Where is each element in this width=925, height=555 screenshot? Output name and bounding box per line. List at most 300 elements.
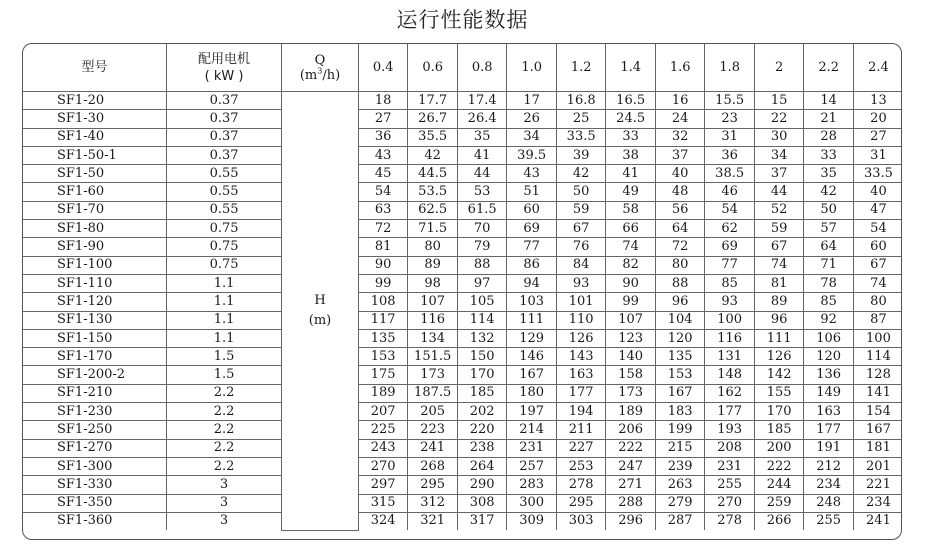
head-value-cell: 31: [705, 128, 755, 146]
head-value-cell: 27: [853, 128, 902, 146]
head-value-cell: 79: [457, 238, 507, 256]
head-value-cell: 208: [705, 439, 755, 457]
motor-power-cell: 0.75: [166, 256, 281, 274]
head-value-cell: 309: [507, 512, 557, 530]
head-value-cell: 103: [507, 293, 557, 311]
head-value-cell: 257: [507, 457, 557, 475]
motor-power-cell: 3: [166, 476, 281, 494]
head-value-cell: 80: [408, 238, 458, 256]
motor-power-cell: 0.75: [166, 238, 281, 256]
header-flow-value: 2: [754, 44, 804, 92]
table-row: [23, 476, 902, 494]
head-value-cell: 263: [655, 476, 705, 494]
motor-power-cell: 0.37: [166, 92, 281, 110]
head-value-cell: 167: [655, 384, 705, 402]
table-row: [23, 494, 902, 512]
head-value-cell: 211: [556, 421, 606, 439]
head-value-cell: 44.5: [408, 165, 458, 183]
head-value-cell: 153: [655, 366, 705, 384]
head-value-cell: 120: [655, 329, 705, 347]
performance-table: [23, 44, 902, 531]
head-value-cell: 128: [853, 366, 902, 384]
head-value-cell: 297: [358, 476, 408, 494]
head-value-cell: 77: [705, 256, 755, 274]
head-value-cell: 100: [853, 329, 902, 347]
head-value-cell: 180: [507, 384, 557, 402]
head-value-cell: 15.5: [705, 92, 755, 110]
head-value-cell: 60: [507, 201, 557, 219]
head-value-cell: 61.5: [457, 201, 507, 219]
head-value-cell: 90: [358, 256, 408, 274]
head-value-cell: 37: [754, 165, 804, 183]
head-value-cell: 40: [853, 183, 902, 201]
head-value-cell: 315: [358, 494, 408, 512]
head-value-cell: 110: [556, 311, 606, 329]
head-value-cell: 93: [705, 293, 755, 311]
head-value-cell: 49: [606, 183, 656, 201]
head-value-cell: 42: [556, 165, 606, 183]
head-value-cell: 36: [705, 146, 755, 164]
head-value-cell: 71: [804, 256, 854, 274]
head-value-cell: 290: [457, 476, 507, 494]
head-value-cell: 57: [804, 220, 854, 238]
head-value-cell: 53: [457, 183, 507, 201]
table-row: [23, 92, 902, 110]
head-value-cell: 42: [804, 183, 854, 201]
head-value-cell: 54: [853, 220, 902, 238]
head-value-cell: 37: [655, 146, 705, 164]
table-row: [23, 348, 902, 366]
head-value-cell: 59: [754, 220, 804, 238]
head-value-cell: 167: [507, 366, 557, 384]
head-value-cell: 28: [804, 128, 854, 146]
head-value-cell: 288: [606, 494, 656, 512]
head-value-cell: 26.7: [408, 110, 458, 128]
head-value-cell: 82: [606, 256, 656, 274]
header-flow-value: 1.0: [507, 44, 557, 92]
motor-power-cell: 2.2: [166, 403, 281, 421]
head-value-cell: 175: [358, 366, 408, 384]
head-value-cell: 163: [556, 366, 606, 384]
table-row: [23, 220, 902, 238]
table-row: [23, 110, 902, 128]
head-value-cell: 93: [556, 274, 606, 292]
table-row: [23, 457, 902, 475]
head-value-cell: 126: [754, 348, 804, 366]
head-value-cell: 80: [853, 293, 902, 311]
model-cell: SF1-230: [23, 403, 166, 421]
head-value-cell: 97: [457, 274, 507, 292]
head-value-cell: 35: [457, 128, 507, 146]
head-value-cell: 21: [804, 110, 854, 128]
motor-power-cell: 2.2: [166, 439, 281, 457]
table-row: [23, 421, 902, 439]
head-value-cell: 271: [606, 476, 656, 494]
head-value-cell: 107: [408, 293, 458, 311]
head-value-cell: 53.5: [408, 183, 458, 201]
head-value-cell: 231: [705, 457, 755, 475]
head-value-cell: 177: [705, 403, 755, 421]
head-value-cell: 67: [754, 238, 804, 256]
table-row: [23, 238, 902, 256]
model-cell: SF1-80: [23, 220, 166, 238]
model-cell: SF1-90: [23, 238, 166, 256]
head-value-cell: 26.4: [457, 110, 507, 128]
head-value-cell: 136: [804, 366, 854, 384]
header-motor-power-label: 配用电机: [198, 51, 251, 67]
header-flow-value: 1.2: [556, 44, 606, 92]
head-value-cell: 76: [556, 238, 606, 256]
head-value-cell: 300: [507, 494, 557, 512]
head-value-cell: 185: [457, 384, 507, 402]
head-value-cell: 283: [507, 476, 557, 494]
head-value-cell: 181: [853, 439, 902, 457]
head-value-cell: 16.8: [556, 92, 606, 110]
head-value-cell: 54: [705, 201, 755, 219]
motor-power-cell: 1.1: [166, 329, 281, 347]
head-value-cell: 92: [804, 311, 854, 329]
head-value-cell: 220: [457, 421, 507, 439]
head-value-cell: 239: [655, 457, 705, 475]
head-value-cell: 34: [507, 128, 557, 146]
table-row: [23, 512, 902, 530]
head-value-cell: 238: [457, 439, 507, 457]
header-flow-value: 2.2: [804, 44, 854, 92]
head-value-cell: 243: [358, 439, 408, 457]
head-value-cell: 151.5: [408, 348, 458, 366]
head-value-cell: 143: [556, 348, 606, 366]
header-flow-unit: [282, 68, 358, 83]
head-value-cell: 111: [507, 311, 557, 329]
head-value-cell: 146: [507, 348, 557, 366]
head-value-cell: 44: [754, 183, 804, 201]
head-value-cell: 50: [556, 183, 606, 201]
head-value-cell: 86: [507, 256, 557, 274]
head-value-cell: 177: [804, 421, 854, 439]
flow-unit-base: (m: [299, 67, 318, 83]
head-value-cell: 98: [408, 274, 458, 292]
head-value-cell: 50: [804, 201, 854, 219]
head-value-cell: 234: [804, 476, 854, 494]
head-value-cell: 241: [853, 512, 902, 530]
table-row: [23, 165, 902, 183]
head-value-cell: 189: [606, 403, 656, 421]
head-value-cell: 295: [408, 476, 458, 494]
head-value-cell: 135: [358, 329, 408, 347]
motor-power-cell: 2.2: [166, 457, 281, 475]
head-value-cell: 41: [606, 165, 656, 183]
model-cell: SF1-30: [23, 110, 166, 128]
table-row: [23, 403, 902, 421]
head-value-cell: 199: [655, 421, 705, 439]
head-value-cell: 259: [754, 494, 804, 512]
motor-power-cell: 0.37: [166, 146, 281, 164]
head-value-cell: 71.5: [408, 220, 458, 238]
motor-power-cell: 2.2: [166, 384, 281, 402]
head-value-cell: 17: [507, 92, 557, 110]
head-value-cell: 24.5: [606, 110, 656, 128]
head-value-cell: 24: [655, 110, 705, 128]
head-value-cell: 197: [507, 403, 557, 421]
head-value-cell: 123: [606, 329, 656, 347]
model-cell: SF1-150: [23, 329, 166, 347]
model-cell: SF1-130: [23, 311, 166, 329]
head-value-cell: 321: [408, 512, 458, 530]
head-value-cell: 214: [507, 421, 557, 439]
head-value-cell: 38: [606, 146, 656, 164]
motor-power-cell: 0.55: [166, 183, 281, 201]
head-value-cell: 85: [705, 274, 755, 292]
head-value-cell: 44: [457, 165, 507, 183]
motor-power-cell: 0.55: [166, 201, 281, 219]
head-value-cell: 253: [556, 457, 606, 475]
head-value-cell: 114: [457, 311, 507, 329]
model-cell: SF1-250: [23, 421, 166, 439]
head-value-cell: 264: [457, 457, 507, 475]
motor-power-cell: 0.37: [166, 128, 281, 146]
head-value-cell: 222: [606, 439, 656, 457]
header-flow-value: 1.8: [705, 44, 755, 92]
head-value-cell: 287: [655, 512, 705, 530]
model-cell: SF1-210: [23, 384, 166, 402]
table-row: [23, 274, 902, 292]
head-value-cell: 96: [754, 311, 804, 329]
head-value-cell: 189: [358, 384, 408, 402]
head-value-cell: 154: [853, 403, 902, 421]
head-value-cell: 255: [705, 476, 755, 494]
head-value-cell: 13: [853, 92, 902, 110]
head-value-cell: 206: [606, 421, 656, 439]
header-flow-value: 1.4: [606, 44, 656, 92]
head-value-cell: 74: [754, 256, 804, 274]
head-value-cell: 279: [655, 494, 705, 512]
model-cell: SF1-110: [23, 274, 166, 292]
table-row: [23, 293, 902, 311]
head-value-cell: 43: [507, 165, 557, 183]
head-value-cell: 116: [705, 329, 755, 347]
performance-table-frame: [22, 43, 902, 540]
model-cell: SF1-20: [23, 92, 166, 110]
head-value-cell: 241: [408, 439, 458, 457]
head-value-cell: 193: [705, 421, 755, 439]
head-value-cell: 312: [408, 494, 458, 512]
head-value-cell: 231: [507, 439, 557, 457]
head-value-cell: 72: [358, 220, 408, 238]
head-symbol: H: [314, 292, 326, 308]
head-value-cell: 140: [606, 348, 656, 366]
head-value-cell: 90: [606, 274, 656, 292]
head-value-cell: 23: [705, 110, 755, 128]
head-value-cell: 141: [853, 384, 902, 402]
head-value-cell: 149: [804, 384, 854, 402]
table-row: [23, 329, 902, 347]
head-value-cell: 33: [606, 128, 656, 146]
motor-power-cell: 3: [166, 512, 281, 530]
head-value-cell: 132: [457, 329, 507, 347]
head-value-cell: 56: [655, 201, 705, 219]
head-value-cell: 64: [804, 238, 854, 256]
head-value-cell: 39: [556, 146, 606, 164]
head-value-cell: 15: [754, 92, 804, 110]
head-value-cell: 101: [556, 293, 606, 311]
table-row: [23, 201, 902, 219]
head-value-cell: 45: [358, 165, 408, 183]
flow-unit-exponent: 3: [317, 66, 323, 76]
head-value-cell: 36: [358, 128, 408, 146]
page-title: 运行性能数据: [396, 8, 529, 32]
head-value-cell: 255: [804, 512, 854, 530]
head-value-cell: 77: [507, 238, 557, 256]
motor-power-cell: 1.1: [166, 311, 281, 329]
head-value-cell: 108: [358, 293, 408, 311]
header-motor-power: [166, 44, 281, 92]
head-value-cell: 78: [804, 274, 854, 292]
head-value-cell: 62.5: [408, 201, 458, 219]
table-row: [23, 183, 902, 201]
head-value-cell: 81: [358, 238, 408, 256]
head-value-cell: 100: [705, 311, 755, 329]
head-value-cell: 41: [457, 146, 507, 164]
head-value-cell: 222: [754, 457, 804, 475]
head-value-cell: 31: [853, 146, 902, 164]
head-value-cell: 212: [804, 457, 854, 475]
table-row: [23, 366, 902, 384]
table-header-row: [23, 44, 902, 92]
motor-power-cell: 0.55: [166, 165, 281, 183]
head-value-cell: 94: [507, 274, 557, 292]
head-value-cell: 215: [655, 439, 705, 457]
head-value-cell: 39.5: [507, 146, 557, 164]
head-value-cell: 33.5: [556, 128, 606, 146]
head-value-cell: 54: [358, 183, 408, 201]
head-value-cell: 89: [754, 293, 804, 311]
head-value-cell: 200: [754, 439, 804, 457]
head-value-cell: 153: [358, 348, 408, 366]
table-row: [23, 311, 902, 329]
head-value-cell: 201: [853, 457, 902, 475]
head-value-cell: 170: [754, 403, 804, 421]
head-value-cell: 126: [556, 329, 606, 347]
head-value-cell: 234: [853, 494, 902, 512]
header-flow-value: 1.6: [655, 44, 705, 92]
header-flow-value: 0.4: [358, 44, 408, 92]
motor-power-cell: 1.5: [166, 348, 281, 366]
head-value-cell: 17.7: [408, 92, 458, 110]
head-value-cell: 227: [556, 439, 606, 457]
head-value-cell: 20: [853, 110, 902, 128]
head-value-cell: 69: [507, 220, 557, 238]
head-value-cell: 225: [358, 421, 408, 439]
head-value-cell: 99: [606, 293, 656, 311]
head-value-cell: 67: [556, 220, 606, 238]
head-value-cell: 187.5: [408, 384, 458, 402]
table-row: [23, 439, 902, 457]
header-flow-symbol: Q: [314, 52, 326, 68]
head-value-cell: 26: [507, 110, 557, 128]
head-value-cell: 163: [804, 403, 854, 421]
head-value-cell: 81: [754, 274, 804, 292]
header-flow-value: 0.8: [457, 44, 507, 92]
head-value-cell: 324: [358, 512, 408, 530]
model-cell: SF1-50: [23, 165, 166, 183]
head-value-cell: 30: [754, 128, 804, 146]
table-row: [23, 256, 902, 274]
head-value-cell: 248: [804, 494, 854, 512]
table-row: [23, 146, 902, 164]
head-value-cell: 183: [655, 403, 705, 421]
head-value-cell: 162: [705, 384, 755, 402]
head-value-cell: 107: [606, 311, 656, 329]
head-value-cell: 35: [804, 165, 854, 183]
head-value-cell: 205: [408, 403, 458, 421]
header-flow-rate: [282, 44, 359, 92]
head-value-cell: 244: [754, 476, 804, 494]
head-value-cell: 135: [655, 348, 705, 366]
head-value-cell: 62: [705, 220, 755, 238]
head-value-cell: 69: [705, 238, 755, 256]
head-value-cell: 134: [408, 329, 458, 347]
head-value-cell: 295: [556, 494, 606, 512]
motor-power-cell: 2.2: [166, 421, 281, 439]
head-value-cell: 266: [754, 512, 804, 530]
head-value-cell: 43: [358, 146, 408, 164]
head-value-cell: 27: [358, 110, 408, 128]
table-row: [23, 384, 902, 402]
head-value-cell: 96: [655, 293, 705, 311]
head-value-cell: 270: [358, 457, 408, 475]
head-value-cell: 63: [358, 201, 408, 219]
head-value-cell: 177: [556, 384, 606, 402]
head-value-cell: 47: [853, 201, 902, 219]
head-value-cell: 155: [754, 384, 804, 402]
head-value-cell: 48: [655, 183, 705, 201]
head-value-cell: 33: [804, 146, 854, 164]
model-cell: SF1-40: [23, 128, 166, 146]
head-value-cell: 42: [408, 146, 458, 164]
head-value-cell: 70: [457, 220, 507, 238]
head-value-cell: 129: [507, 329, 557, 347]
head-value-cell: 131: [705, 348, 755, 366]
head-value-cell: 148: [705, 366, 755, 384]
model-cell: SF1-70: [23, 201, 166, 219]
head-value-cell: 46: [705, 183, 755, 201]
head-value-cell: 32: [655, 128, 705, 146]
head-value-cell: 116: [408, 311, 458, 329]
head-value-cell: 221: [853, 476, 902, 494]
head-value-cell: 270: [705, 494, 755, 512]
head-value-cell: 85: [804, 293, 854, 311]
motor-power-cell: 1.1: [166, 293, 281, 311]
head-value-cell: 278: [556, 476, 606, 494]
motor-power-cell: 1.1: [166, 274, 281, 292]
head-value-cell: 173: [606, 384, 656, 402]
head-value-cell: 303: [556, 512, 606, 530]
head-value-cell: 268: [408, 457, 458, 475]
table-row: [23, 128, 902, 146]
head-label-cell: [282, 92, 359, 531]
head-value-cell: 35.5: [408, 128, 458, 146]
head-unit: (m): [308, 312, 332, 328]
model-cell: SF1-170: [23, 348, 166, 366]
head-value-cell: 223: [408, 421, 458, 439]
head-value-cell: 142: [754, 366, 804, 384]
head-value-cell: 278: [705, 512, 755, 530]
flow-unit-suffix: /h): [322, 67, 341, 83]
head-value-cell: 74: [606, 238, 656, 256]
head-value-cell: 111: [754, 329, 804, 347]
model-cell: SF1-50-1: [23, 146, 166, 164]
model-cell: SF1-270: [23, 439, 166, 457]
